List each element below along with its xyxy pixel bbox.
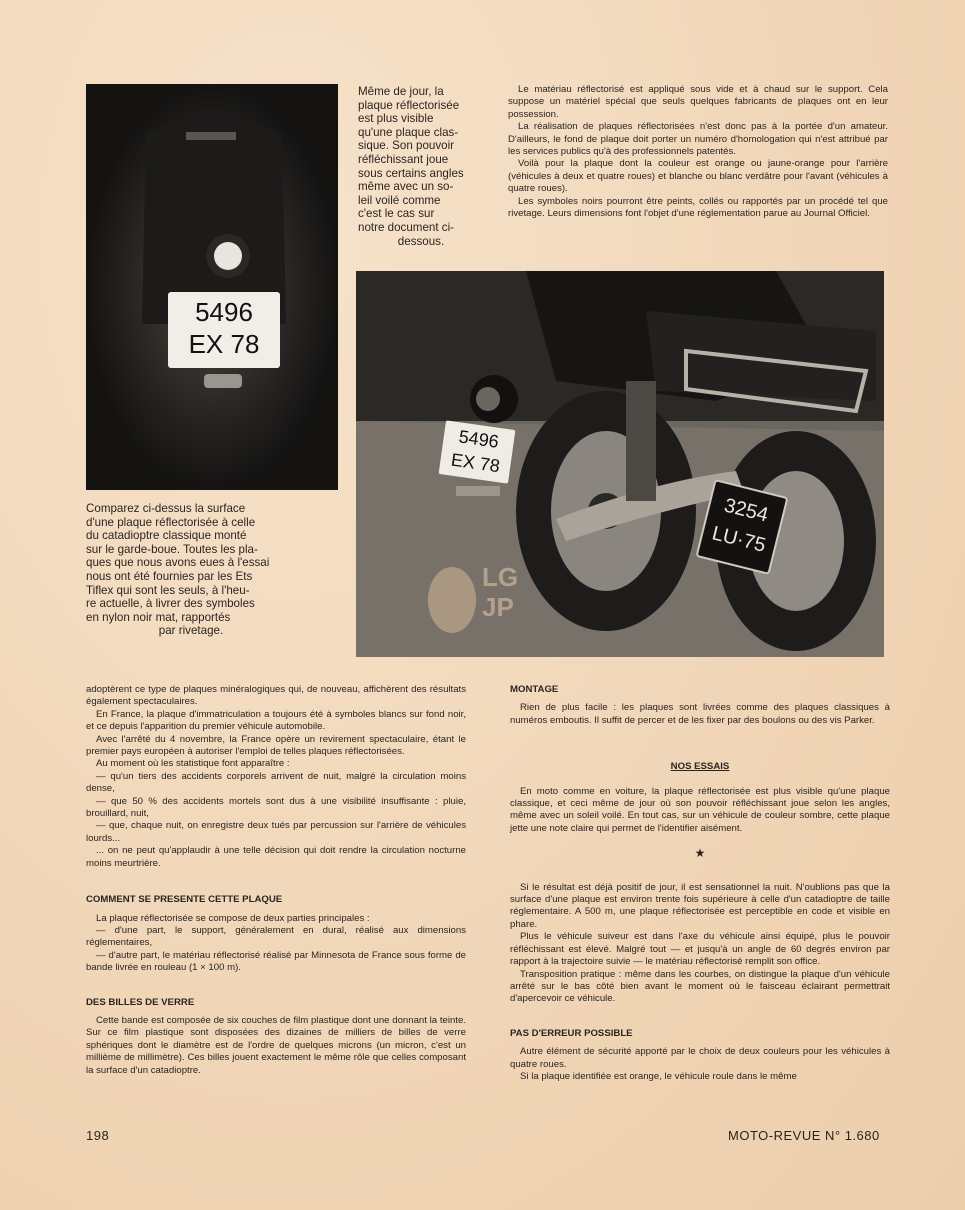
section-heading: MONTAGE <box>510 684 559 695</box>
caption-line: en nylon noir mat, rapportés <box>86 610 231 624</box>
caption-line: re actuelle, à livrer des symboles <box>86 597 255 611</box>
photo-night-plate <box>86 84 338 490</box>
caption-line: par rivetage. <box>158 624 224 638</box>
caption-line: même avec un so- <box>358 180 454 194</box>
plate-line-1: 3254 <box>721 494 771 527</box>
caption-line: leil voilé comme <box>358 193 441 207</box>
photo-motorcycle <box>356 271 884 657</box>
paragraph: En France, la plaque d'immatriculation a toujours été à symboles blancs sur fond noir, et ce depuis l'apparition du premier véhicule automobile. <box>86 708 466 733</box>
paragraph: Si la plaque identifiée est orange, le véhicule roule dans le même <box>520 1070 797 1082</box>
caption-line: d'une plaque réflectorisée à celle <box>86 515 256 529</box>
watermark-face-icon <box>428 567 476 633</box>
paragraph: Le matériau réflectorisé est appliqué sous vide et à chaud sur le support. Cela suppose un matériel spécial que seuls quelques fabricants de plaques ont en leur possession. <box>508 84 888 120</box>
section-heading-centered: NOS ESSAIS <box>670 761 730 773</box>
caption-line: Comparez ci-dessus la surface <box>86 502 246 515</box>
paragraph: Voilà pour la plaque dont la couleur est orange ou jaune-orange pour l'arrière (véhicules à deux et quatre roues) et blanche ou blanc verdâtre pour l'avant (véhicules à quatre roues). <box>508 158 888 195</box>
caption-line: plaque réflectorisée <box>358 98 460 112</box>
magazine-name: MOTO-REVUE <box>728 1128 821 1143</box>
caption-line: ques que nous avons eues à l'essai <box>86 556 270 570</box>
paragraph: Au moment où les statistique font apparaître : <box>96 758 290 770</box>
paragraph: Avec l'arrêté du 4 novembre, la France opère un revirement spectaculaire, étant le premier pays européen à autoriser l'emploi de telles plaques réflectorisées. <box>86 733 466 758</box>
plate-line-2: EX 78 <box>188 329 260 359</box>
caption-line: réfléchissant joue <box>358 152 449 166</box>
section-heading: COMMENT SE PRESENTE CETTE PLAQUE <box>86 894 283 906</box>
paragraph: Rien de plus facile : les plaques sont livrées comme des plaques classiques à numéros emboutis. Il suffit de percer et de les fixer par des boulons ou des vis Parker. <box>510 702 890 726</box>
section-heading: PAS D'ERREUR POSSIBLE <box>510 1027 633 1039</box>
caption-line: sous certains angles <box>358 166 464 180</box>
paragraph: — que 50 % des accidents mortels sont dus à une visibilité insuffisante : pluie, brouillard, nuit, <box>86 795 466 820</box>
watermark-text-top: LG <box>482 562 519 592</box>
right-column <box>510 684 890 1083</box>
magazine-footer <box>728 1128 880 1143</box>
paragraph: Cette bande est composée de six couches de film plastique dont une donnant la teinte. Sur ce film plastique sont disposées des dizaines de milliers de billes de verre sphériques dont le diamètre est de l'ordre de quelques microns (un micron, c'est un millième de millimètre). Ces billes jouent exactement le même rôle que celles composant la surface d'un catadioptre. <box>86 1014 466 1076</box>
caption-line: dessous. <box>397 234 445 248</box>
issue-number: N° 1.680 <box>825 1128 880 1143</box>
caption-line: Tiflex qui sont les seuls, à l'heu- <box>86 583 250 597</box>
license-plate-left <box>168 292 280 368</box>
caption-line: sique. Son pouvoir <box>358 139 455 153</box>
paragraph: Transposition pratique : même dans les courbes, on distingue la plaque d'un véhicule arrêté sur le bas côté bien avant le moment où le faisceau éclairant permettrait d'apercevoir ce véhicule. <box>510 968 890 1005</box>
top-caption <box>358 85 484 248</box>
caption-line: notre document ci- <box>358 220 455 234</box>
watermark-text-bottom: JP <box>482 592 514 622</box>
paragraph: Si le résultat est déjà positif de jour, il est sensationnel la nuit. N'oublions pas que la surface d'une plaque est environ trente fois supérieure à celle d'un catadioptre de taille réglementaire. A 500 m, une plaque réflectorisée est perceptible en code et visible en phare. <box>510 881 890 930</box>
caption-line: c'est le cas sur <box>358 207 435 221</box>
license-plate-reflective <box>439 420 516 483</box>
paragraph: Plus le véhicule suiveur est dans l'axe du véhicule ainsi équipé, plus le pouvoir réfléchissant est élevé. Malgré tout — et jusqu'à un angle de 60 degrés environ par rapport à la trajectoire suivie — le matériau réflectorisé remplit son office. <box>510 931 890 968</box>
paragraph: Les symboles noirs pourront être peints, collés ou rapportés par un procédé tel que rivetage. Leurs dimensions font l'objet d'une réglementation parue au Journal Officiel. <box>508 195 888 220</box>
caption-line: Même de jour, la <box>358 85 444 98</box>
left-caption <box>86 502 296 638</box>
caption-line: nous ont été fournies par les Ets <box>86 569 253 583</box>
section-heading: DES BILLES DE VERRE <box>86 996 195 1008</box>
caption-line: qu'une plaque clas- <box>358 125 459 139</box>
paragraph: La réalisation de plaques réflectorisées n'est donc pas à la portée d'un amateur. D'ailleurs, le fond de plaque doit porter un numéro d'homologation qui n'est attribué par les services publics qu'à des professionnels patentés. <box>508 121 888 158</box>
paragraph: La plaque réflectorisée se compose de deux parties principales : <box>96 912 370 924</box>
paragraph: — d'une part, le support, généralement en dural, réalisé aux dimensions réglementaires, <box>86 924 466 949</box>
watermark-logo <box>428 557 538 647</box>
paragraph: Autre élément de sécurité apporté par le choix de deux couleurs pour les véhicules à quatre roues. <box>510 1046 890 1070</box>
left-column <box>86 684 466 1077</box>
caption-line: du catadioptre classique monté <box>86 529 247 543</box>
paragraph: — d'autre part, le matériau réflectorisé réalisé par Minnesota de France sous forme de bande livrée en rouleau (1 × 100 m). <box>86 949 466 974</box>
page-number: 198 <box>86 1128 110 1143</box>
caption-line: est plus visible <box>358 112 434 126</box>
paragraph: En moto comme en voiture, la plaque réflectorisée est plus visible qu'une plaque classique, et ceci même de jour où son pouvoir réfléchissant joue selon les angles, même avec un soleil voilé. En tout cas, sur un véhicule de couleur sombre, cette plaque jette une note claire qui permet de l'identifier aisément. <box>510 785 890 834</box>
caption-line: sur le garde-boue. Toutes les pla- <box>86 542 258 556</box>
paragraph: adoptèrent ce type de plaques minéralogiques qui, de nouveau, affichèrent des résultats également spectaculaires. <box>86 684 466 708</box>
plate-line-1: 5496 <box>195 297 253 327</box>
paragraph: — que, chaque nuit, on enregistre deux tués par percussion sur l'arrière de véhicules lourds... <box>86 820 466 844</box>
star-separator: ★ <box>694 846 706 861</box>
plate-line-2: LU·75 <box>709 522 768 557</box>
paragraph: — qu'un tiers des accidents corporels arrivent de nuit, malgré la circulation moins dense, <box>86 770 466 795</box>
top-right-text <box>508 84 888 220</box>
plate-line-2: EX 78 <box>449 449 502 477</box>
paragraph: ... on ne peut qu'applaudir à une telle décision qui doit rendre la circulation nocturne moins meurtrière. <box>86 845 466 869</box>
plate-line-1: 5496 <box>457 426 501 452</box>
